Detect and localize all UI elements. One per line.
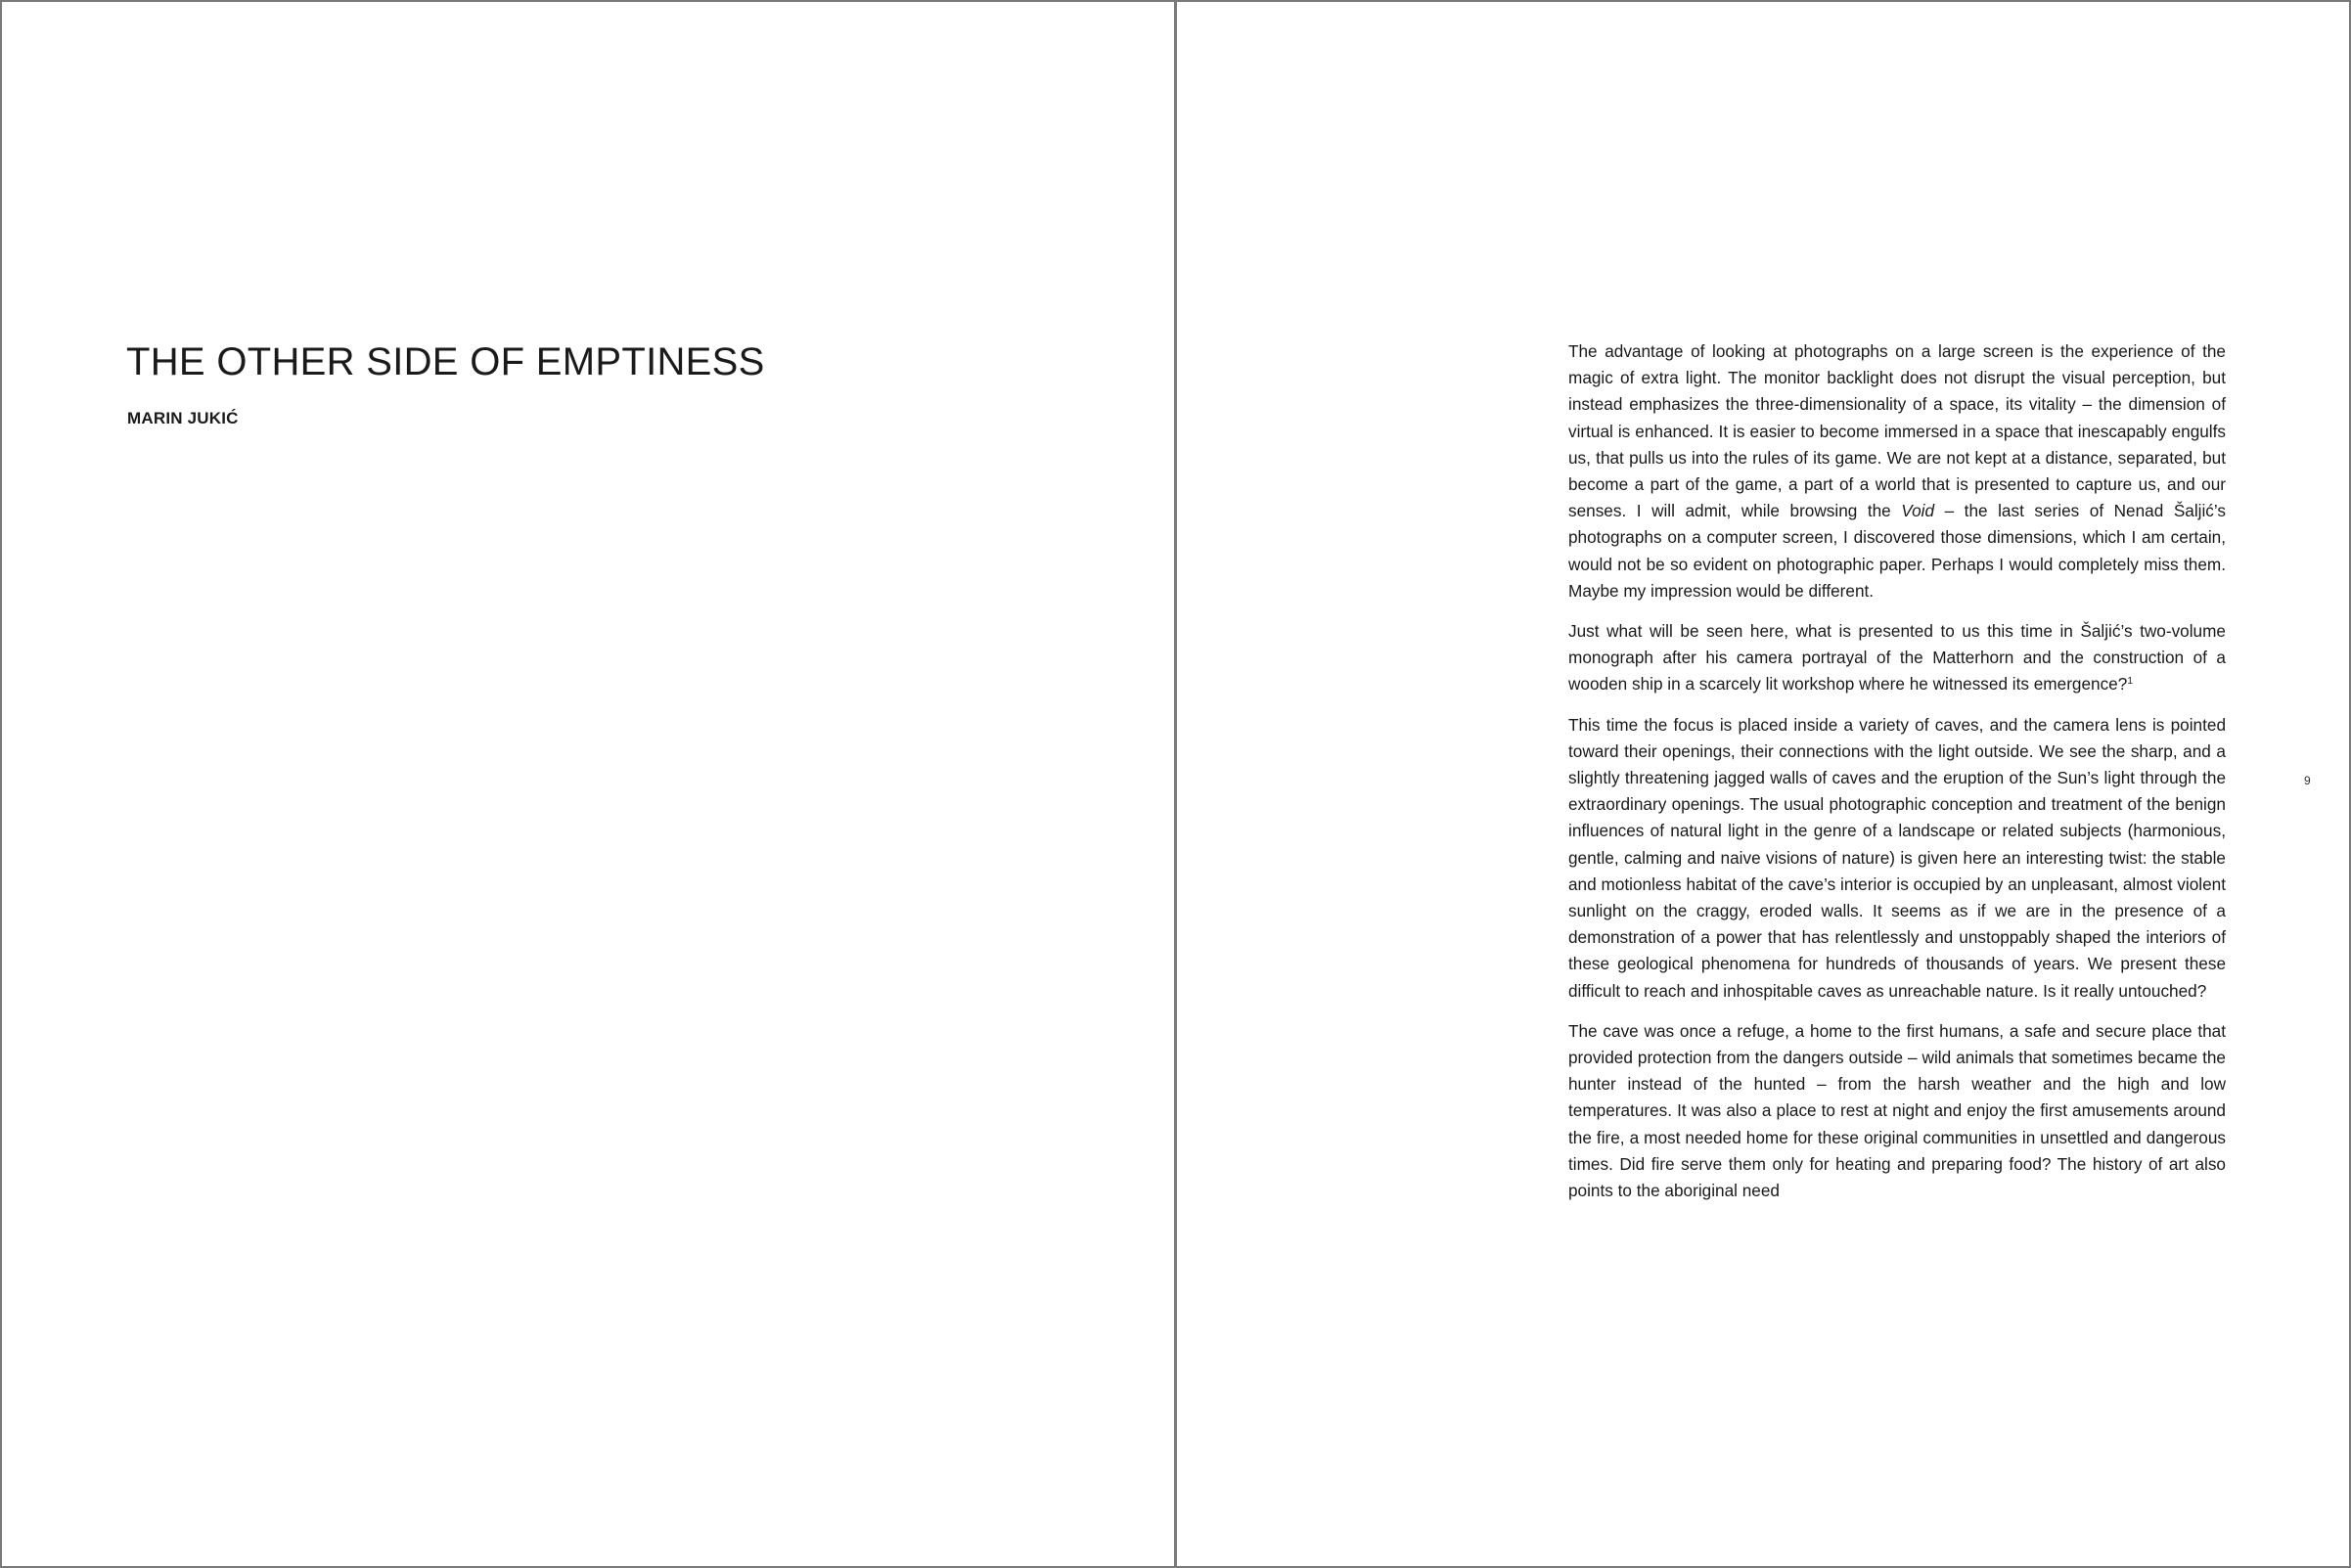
paragraph-3-text: This time the focus is placed inside a variety of caves, and the camera lens is pointed toward their openings, their connections with the light outside. We see the sharp, and a slightly threatening jagged walls of caves and the eruption of the Sun’s light through the extraordinary openings. The usual photographic conception and treatment of the benign influences of natural light in the genre of a landscape or related subjects (harmonious, gentle, calming and naive visions of nature) is given here an interesting twist: the stable and motionless habitat of the cave’s interior is occupied by an unpleasant, almost violent sunlight on the craggy, eroded walls. It seems as if we are in the presence of a demonstration of a power that has relentlessly and unstoppably shaped the interiors of these geological phenomena for hundreds of thousands of years. We present these difficult to reach and inhospitable caves as unreachable nature. Is it really untouched? — [1568, 714, 2226, 1001]
paragraph-1-text-b: – the last series of Nenad Šaljić’s photographs on a computer screen, I discovered those dimensions, which I am certain, would not be so evident on photographic paper. Perhaps I would completely miss them. Maybe my impression would be different. — [1568, 501, 2226, 601]
paragraph-4 — [1568, 1018, 2226, 1204]
left-page — [0, 0, 1175, 1568]
page-number: 9 — [2304, 774, 2311, 787]
paragraph-1-text-a: The advantage of looking at photographs on a large screen is the experience of the magic of extra light. The monitor backlight does not disrupt the visual perception, but instead emphasizes the three-dimensionality of a space, its vitality – the dimension of virtual is enhanced. It is easier to become immersed in a space that inescapably engulfs us, that pulls us into the rules of its game. We are not kept at a distance, separated, but become a part of the game, a part of a world that is presented to capture us, and our senses. I will admit, while browsing the — [1568, 341, 2226, 521]
body-text — [1568, 338, 2226, 1218]
paragraph-1 — [1568, 338, 2226, 605]
article-title: THE OTHER SIDE OF EMPTINESS — [126, 340, 765, 383]
void-series-title: Void — [1901, 501, 1935, 521]
footnote-marker[interactable]: 1 — [2127, 676, 2133, 688]
paragraph-4-text: The cave was once a refuge, a home to the first humans, a safe and secure place that provided protection from the dangers outside – wild animals that sometimes became the hunter instead of the hunted – from the harsh weather and the high and low temperatures. It was also a place to rest at night and enjoy the first amusements around the fire, a most needed home for these original communities in unsettled and dangerous times. Did fire serve them only for heating and preparing food? The history of art also points to the aboriginal need — [1568, 1020, 2226, 1201]
author-name: MARIN JUKIĆ — [127, 409, 239, 427]
paragraph-3 — [1568, 712, 2226, 1005]
right-page — [1175, 0, 2351, 1568]
paragraph-2-text: Just what will be seen here, what is presented to us this time in Šaljić’s two-volume monograph after his camera portrayal of the Matterhorn and the construction of a wooden ship in a scarcely lit workshop where he witnessed its emergence? — [1568, 621, 2226, 694]
paragraph-2 — [1568, 618, 2226, 698]
page-gutter — [1174, 0, 1176, 1568]
